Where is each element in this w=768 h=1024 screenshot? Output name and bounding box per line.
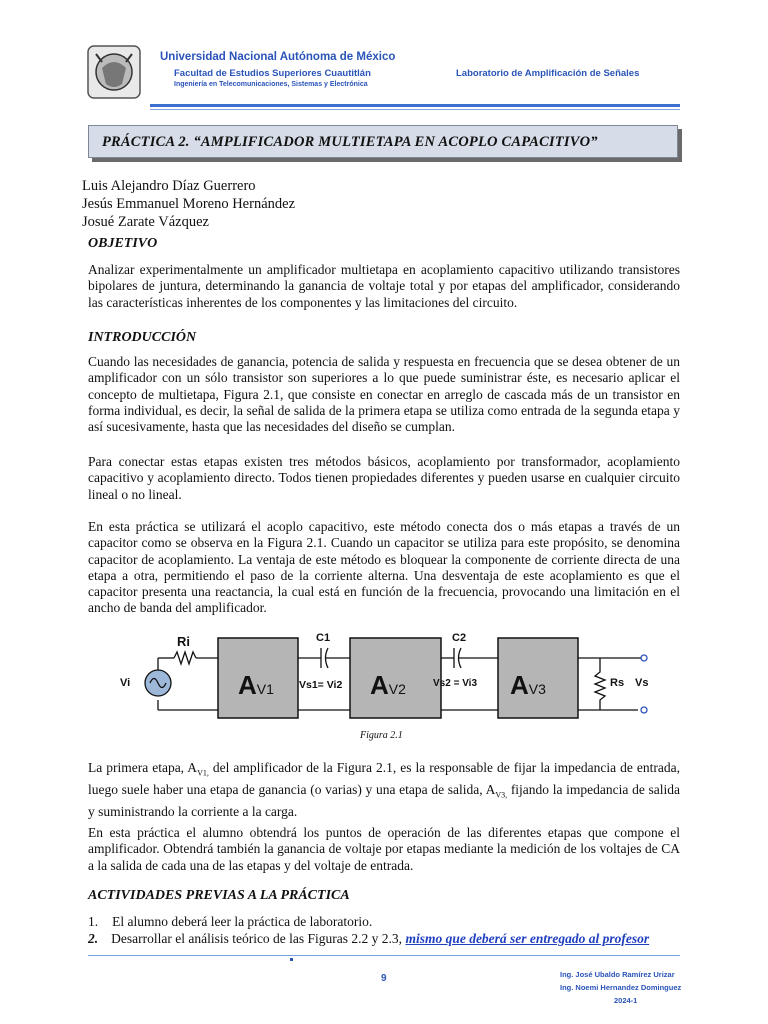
deliver-to-professor-link[interactable]: mismo que deberá ser entregado al profesor — [405, 931, 650, 946]
intro-paragraph-3: En esta práctica se utilizará el acoplo capacitivo, este método conecta dos o más etapas a través de un capacitor como se observa en la Figura 2.1. Cuando un capacitor se utiliza para este propósito, se denomina capacitor de acoplamiento. La ventaja de este método es bloquear la componente de corriente directa de una etapa a otra, permitiendo el paso de la corriente alterna. Una desventaja de este acoplamiento es que el capacitor presenta una reactancia, la cual está en función de la frecuencia, provocando una limitación en el ancho de banda del amplificador. — [88, 519, 680, 616]
av2-label: AV2 — [370, 670, 406, 700]
ri-label: Ri — [177, 634, 190, 649]
author-1: Luis Alejandro Díaz Guerrero — [82, 178, 256, 194]
c2-label: C2 — [452, 632, 467, 644]
ri-resistor — [174, 652, 196, 664]
university-name: Universidad Nacional Autónoma de México — [160, 51, 396, 63]
unam-logo — [86, 44, 142, 100]
author-3: Josué Zarate Vázquez — [82, 214, 209, 230]
intro-paragraph-1: Cuando las necesidades de ganancia, potencia de salida y respuesta en frecuencia que se desea obtener de un amplificador con un sólo transistor son superiores a lo que puede suministrar éste, es necesario aplicar el concepto de multietapa, Figura 2.1, que consiste en conectar en arreglo de cascada más de un transistor en forma individual, es decir, la señal de salida de la primera etapa se utiliza como entrada de la segunda etapa y así sucesivamente, hasta que las necesidades del diseño se cumplan. — [88, 354, 680, 435]
rs-resistor — [595, 658, 605, 710]
activity-item-1: 1. El alumno deberá leer la práctica de laboratorio. — [88, 914, 373, 929]
footer-divider — [88, 955, 680, 956]
activities-heading: ACTIVIDADES PREVIAS A LA PRÁCTICA — [88, 888, 350, 903]
vi-label: Vi — [120, 677, 131, 689]
intro-paragraph-4: La primera etapa, $A_{V1,}$ del amplificador de la Figura 2.1, es la responsable de fijar la impedancia de entrada, luego suele haber una etapa de ganancia (o varias) y una etapa de salida, $A_{V3,}$ fijando la impedancia de salida y suministrando la corriente a la carga. — [88, 760, 680, 819]
professor-2: Ing. Noemi Hernandez Dominguez — [560, 983, 682, 992]
c1-label: C1 — [316, 632, 331, 644]
objective-heading: OBJETIVO — [88, 236, 158, 251]
figure-2-1 — [118, 628, 663, 728]
vs-label: Vs — [635, 677, 649, 689]
introduction-heading: INTRODUCCIÓN — [88, 330, 197, 345]
av1-label: AV1 — [238, 670, 274, 700]
c1-plate-b — [326, 648, 351, 668]
objective-text: Analizar experimentalmente un amplificador multietapa en acoplamiento capacitivo utilizando transistores bipolares de juntura, determinando la ganancia de voltaje total y por etapas del amplificador, considerando las características inherentes de los componentes y las limitaciones del circuito. — [88, 262, 680, 310]
faculty-name: Facultad de Estudios Superiores Cuautitlán — [174, 68, 371, 79]
footer-mark — [290, 958, 293, 961]
author-2: Jesús Emmanuel Moreno Hernández — [82, 196, 296, 212]
header-divider-thin — [150, 109, 680, 110]
page-title: PRÁCTICA 2. “AMPLIFICADOR MULTIETAPA EN ACOPLO CAPACITIVO” — [102, 134, 598, 150]
stage-box-av1 — [218, 638, 298, 718]
activity-item-2: 2. Desarrollar el análisis teórico de las Figuras 2.2 y 2.3, mismo que deberá ser entregado al profesor — [88, 931, 650, 946]
figure-caption: Figura 2.1 — [360, 730, 403, 741]
vs1-label: Vs1= Vi2 — [299, 679, 343, 691]
intro-paragraph-5: En esta práctica el alumno obtendrá los puntos de operación de las diferentes etapas que compone el amplificador. Obtendrá también la ganancia de voltaje por etapas mediante la medición de los voltajes de CA a la salida de cada una de las etapas y del voltaje de entrada. — [88, 825, 680, 873]
semester: 2024-1 — [614, 996, 638, 1005]
page-number: 9 — [381, 973, 387, 984]
career-name: Ingeniería en Telecomunicaciones, Sistemas y Electrónica — [174, 81, 368, 88]
laboratory-name: Laboratorio de Amplificación de Señales — [456, 68, 640, 79]
rs-label: Rs — [610, 677, 625, 689]
header-divider — [150, 104, 680, 107]
stage-box-av2 — [350, 638, 441, 718]
av3-label: AV3 — [510, 670, 546, 700]
professor-1: Ing. José Ubaldo Ramírez Urizar — [560, 970, 675, 979]
c1-plate-a — [316, 648, 321, 668]
intro-paragraph-2: Para conectar estas etapas existen tres métodos básicos, acoplamiento por transformador, acoplamiento capacitivo y acoplamiento directo. Todos tienen propiedades diferentes y pueden usarse en cualquier circuito lineal o no lineal. — [88, 454, 680, 502]
vs2-label: Vs2 = Vi3 — [433, 678, 478, 689]
